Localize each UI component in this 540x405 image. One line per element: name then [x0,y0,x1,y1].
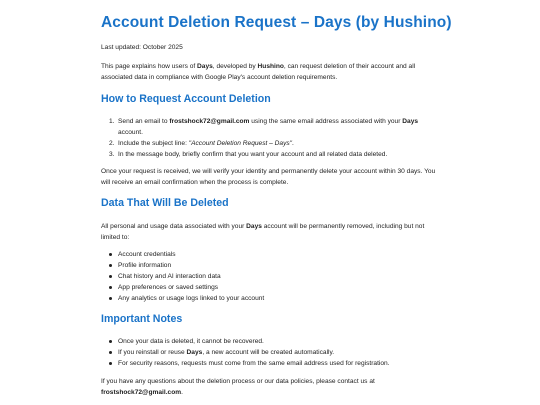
deleted-data-list [101,249,435,304]
heading-data-deleted: Data That Will Be Deleted [101,197,229,209]
steps-list [101,116,435,160]
contact-text: If you have any questions about the deletion process or our data policies, please contact us at [101,378,375,385]
list-item [101,282,435,293]
deleted-intro-paragraph [101,221,441,243]
heading-how-to-request: How to Request Account Deletion [101,93,271,105]
intro-paragraph [101,61,437,83]
intro-text-1: This page explains how users of [101,63,198,70]
deleted-intro-text-1: All personal and usage data associated with your [101,223,247,230]
step-app-name: Days [402,118,419,125]
contact-end: . [181,389,183,396]
last-updated: Last updated: October 2025 [101,44,183,51]
list-item-text: Chat history and AI interaction data [118,273,221,280]
step-text: Send an email to [118,118,170,125]
step-item-1 [101,116,435,138]
intro-text-2: , developed by [212,63,258,70]
list-item [101,271,435,282]
list-item-text: App preferences or saved settings [118,284,219,291]
step-number: 1. [109,118,115,125]
notes-list [101,336,435,369]
deleted-intro-app-name: Days [246,223,262,230]
step-number: 2. [109,140,115,147]
subject-line: "Account Deletion Request – Days" [188,140,293,147]
step-text: In the message body, briefly confirm that you want your account and all related data deleted. [118,151,388,158]
list-item [101,293,435,304]
step-text: . [292,140,294,147]
step-text: using the same email address associated with your [249,118,403,125]
step-item-2 [101,138,435,149]
list-item-text: Account credentials [118,251,176,258]
bullet-icon [109,297,112,300]
deleted-intro-text-2: account will be permanently removed, including but not limited to: [101,223,425,241]
list-item [101,347,435,358]
intro-app-name: Days [197,63,213,70]
bullet-icon [109,264,112,267]
step-text: Include the subject line: [118,140,189,147]
step-text: account. [118,129,143,136]
page-title: Account Deletion Request – Days (by Hushino) [101,14,452,31]
bullet-icon [109,253,112,256]
list-item-text: If you reinstall or reuse [118,349,187,356]
bullet-icon [109,351,112,354]
bullet-icon [109,275,112,278]
bullet-icon [109,340,112,343]
intro-developer-name: Hushino [257,63,284,70]
bullet-icon [109,286,112,289]
verification-paragraph: Once your request is received, we will verify your identity and permanently delete your account within 30 days. You will receive an email confirmation when the process is complete. [101,168,436,186]
list-item [101,358,435,369]
notes-app-name: Days [186,349,203,356]
list-item [101,260,435,271]
list-item-text: Any analytics or usage logs linked to your account [118,295,265,302]
list-item-text: Once your data is deleted, it cannot be recovered. [118,338,264,345]
step-item-3 [101,149,435,160]
list-item-text: For security reasons, requests must come from the same email address used for registration. [118,360,390,367]
contact-paragraph [101,376,441,398]
contact-email[interactable]: frostshock72@gmail.com [101,389,182,396]
intro-text-3: , can request deletion of their account and all associated data in compliance with Google Play's account deletion requirements. [101,63,416,81]
bullet-icon [109,362,112,365]
step-number: 3. [109,151,115,158]
list-item [101,336,435,347]
list-item-text: , a new account will be created automatically. [202,349,335,356]
list-item-text: Profile information [118,262,172,269]
heading-important-notes: Important Notes [101,313,183,325]
list-item [101,249,435,260]
contact-email[interactable]: frostshock72@gmail.com [169,118,250,125]
